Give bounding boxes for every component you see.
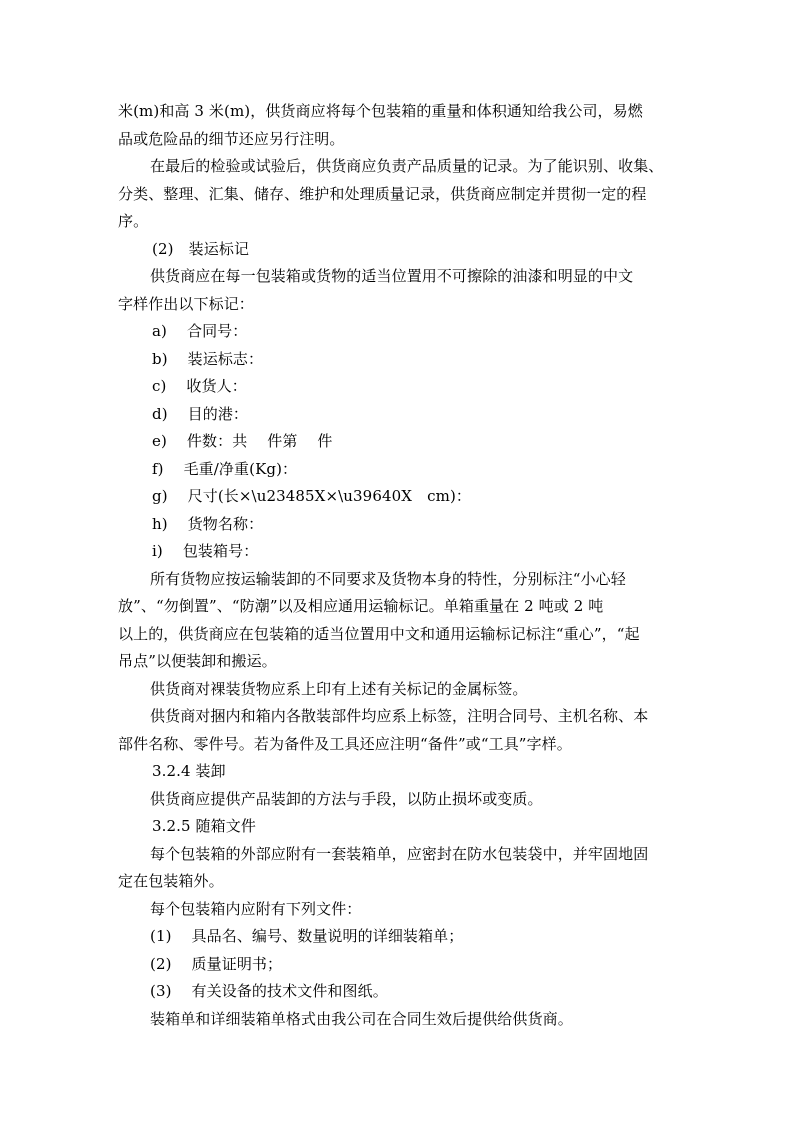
body-text-line: 供货商应在每一包装箱或货物的适当位置用不可擦除的油漆和明显的中文	[150, 267, 634, 285]
list-item: g) 尺寸(长×\u23485X×\u39640X cm)：	[152, 487, 472, 505]
body-text-line: 品或危险品的细节还应另行注明。	[118, 130, 345, 148]
body-text-line: 供货商应提供产品装卸的方法与手段，以防止损坏或变质。	[150, 790, 543, 808]
body-text-line: 序。	[118, 212, 149, 230]
body-text-line: 分类、整理、汇集、储存、维护和处理质量记录，供货商应制定并贯彻一定的程	[118, 185, 647, 203]
body-text-line: 所有货物应按运输装卸的不同要求及货物本身的特性，分别标注“小心轻	[150, 570, 626, 588]
body-text-line: 供货商对裸装货物应系上印有上述有关标记的金属标签。	[150, 680, 528, 698]
list-item: i) 包装箱号：	[152, 542, 259, 560]
list-item: (1) 具品名、编号、数量说明的详细装箱单；	[150, 927, 464, 945]
list-item: e) 件数：共 件第 件	[152, 432, 333, 450]
body-text-line: 放”、“勿倒置”、“防潮”以及相应通用运输标记。单箱重量在 2 吨或 2 吨	[118, 597, 604, 615]
list-item: f) 毛重/净重(Kg)：	[152, 460, 298, 478]
list-item: c) 收货人：	[152, 377, 247, 395]
body-text-line: 供货商对捆内和箱内各散装部件均应系上标签，注明合同号、主机名称、本	[150, 707, 649, 725]
body-text-line: 每个包装箱内应附有下列文件：	[150, 900, 362, 918]
body-text-line: 吊点”以便装卸和搬运。	[118, 652, 277, 670]
body-text-line: 定在包装箱外。	[118, 872, 224, 890]
body-text-line: 部件名称、零件号。若为备件及工具还应注明“备件”或“工具”字样。	[118, 735, 572, 753]
list-item: b) 装运标志：	[152, 350, 264, 368]
section-heading: 3.2.5 随箱文件	[152, 817, 256, 835]
body-text-line: 以上的，供货商应在包装箱的适当位置用中文和通用运输标记标注“重心”，“起	[118, 625, 640, 643]
list-item: a) 合同号：	[152, 322, 248, 340]
list-item: h) 货物名称：	[152, 515, 264, 533]
body-text-line: 每个包装箱的外部应附有一套装箱单，应密封在防水包装袋中，并牢固地固	[150, 845, 649, 863]
section-heading: 3.2.4 装卸	[152, 762, 226, 780]
body-text-line: 装箱单和详细装箱单格式由我公司在合同生效后提供给供货商。	[150, 1010, 573, 1028]
list-item: (2) 质量证明书；	[150, 955, 283, 973]
body-text-line: 在最后的检验或试验后，供货商应负责产品质量的记录。为了能识别、收集、	[150, 157, 664, 175]
body-text-line: 字样作出以下标记：	[118, 295, 254, 313]
body-text-line: 米(m)和高 3 米(m)，供货商应将每个包装箱的重量和体积通知给我公司，易燃	[118, 102, 643, 120]
list-item: (3) 有关设备的技术文件和图纸。	[150, 982, 388, 1000]
section-heading: (2) 装运标记	[152, 240, 250, 258]
list-item: d) 目的港：	[152, 405, 249, 423]
